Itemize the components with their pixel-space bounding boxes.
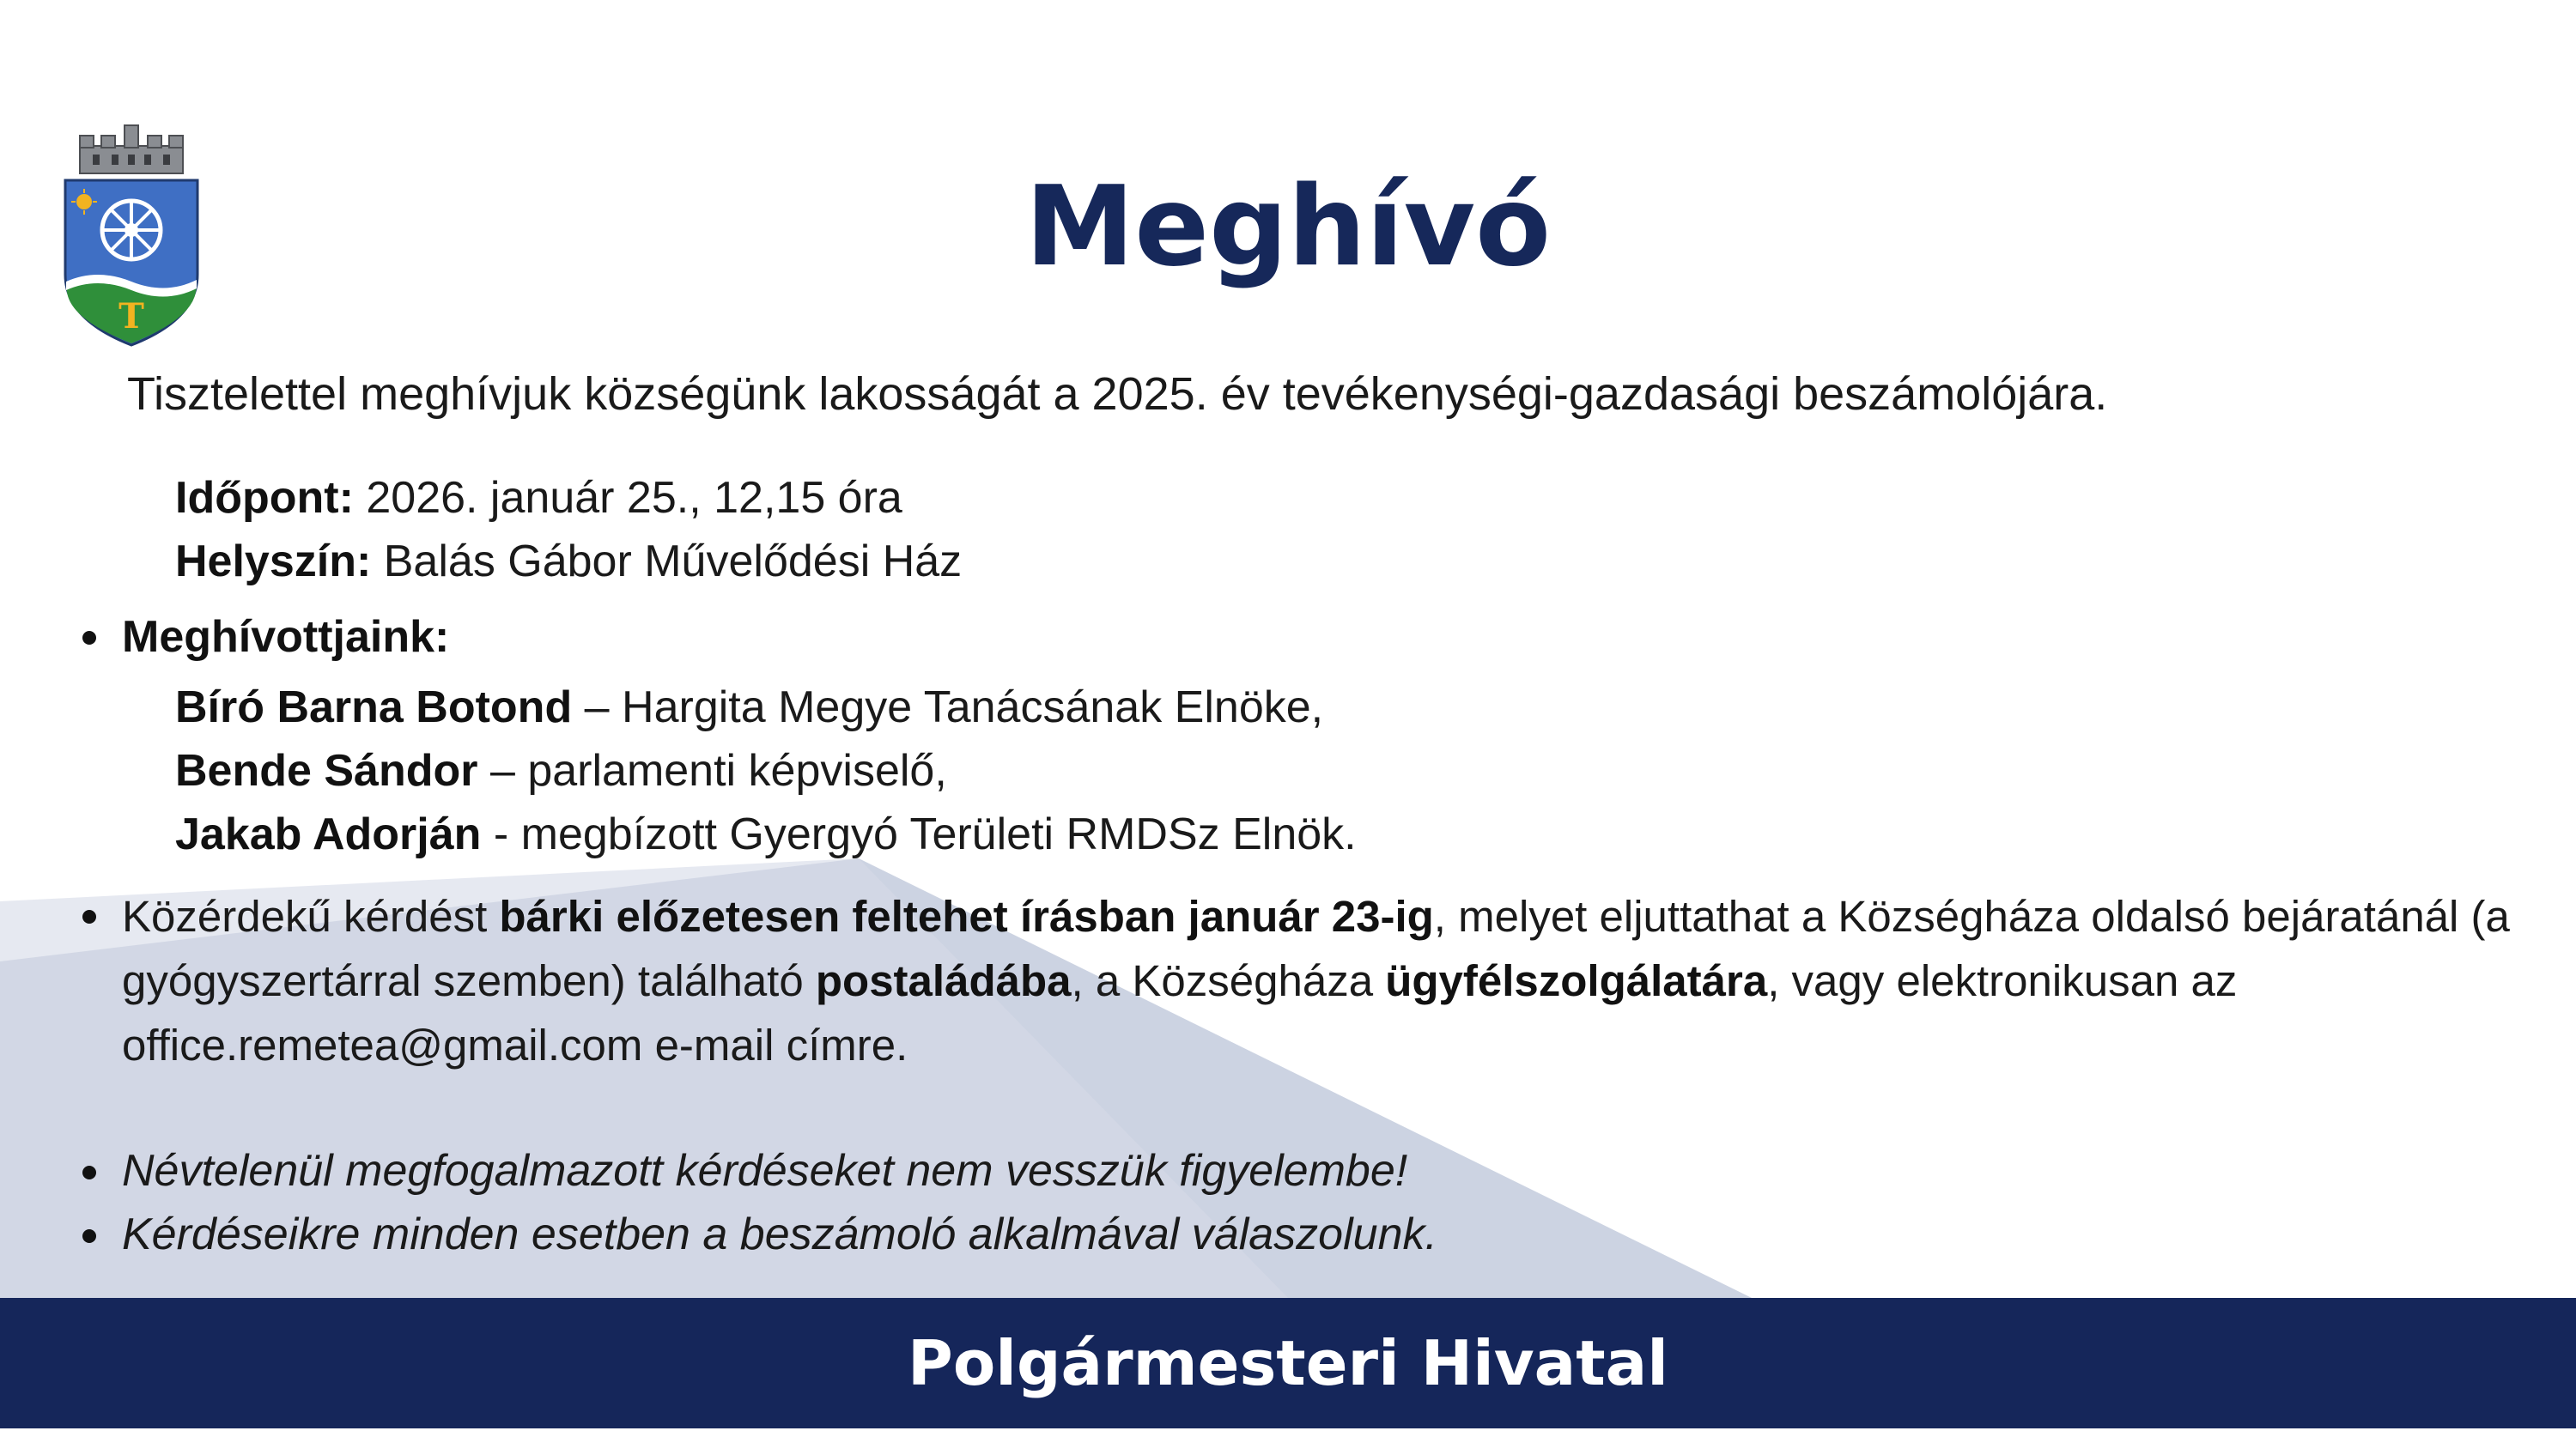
event-place-label: Helyszín: bbox=[175, 537, 372, 586]
event-time bbox=[175, 472, 902, 524]
guest-item bbox=[175, 682, 1323, 733]
event-place bbox=[175, 536, 962, 587]
bullet-guests bbox=[82, 631, 96, 645]
guest-role: – parlamenti képviselő, bbox=[477, 746, 947, 796]
footer-title: Polgármesteri Hivatal bbox=[908, 1327, 1668, 1399]
event-time-value: 2026. január 25., 12,15 óra bbox=[353, 473, 902, 523]
questions-paragraph: Közérdekű kérdést bárki előzetesen feltehet írásban január 23-ig, melyet eljuttathat a Községháza oldalsó bejáratánál (a gyógyszertárral szemben) található postaládába, a Községháza ügyfélszolgálatára, vagy elektronikusan az office.remetea@gmail.com e-mail címre. bbox=[122, 892, 2510, 1070]
note-answers: Kérdéseikre minden esetben a beszámoló alkalmával válaszolunk. bbox=[122, 1210, 1437, 1259]
svg-text:T: T bbox=[118, 296, 144, 336]
footer-banner bbox=[0, 1298, 2576, 1428]
event-time-label: Időpont: bbox=[175, 473, 354, 523]
note-anonymous: Névtelenül megfogalmazott kérdéseket nem vesszük figyelembe! bbox=[122, 1146, 1408, 1196]
bullet-questions bbox=[82, 910, 96, 924]
footer-strip bbox=[0, 1428, 2576, 1449]
page-title: Meghívó bbox=[1024, 163, 1552, 291]
intro-text: Tisztelettel meghívjuk községünk lakosságát a 2025. év tevékenységi-gazdasági beszámolójára. bbox=[127, 368, 2108, 420]
guest-name: Bende Sándor bbox=[175, 746, 478, 796]
guest-item bbox=[175, 809, 1357, 860]
guest-item bbox=[175, 745, 947, 797]
bullet-note bbox=[82, 1229, 96, 1243]
guests-heading: Meghívottjaink: bbox=[122, 612, 450, 662]
guest-role: – Hargita Megye Tanácsának Elnöke, bbox=[572, 682, 1324, 732]
guest-name: Bíró Barna Botond bbox=[175, 682, 573, 732]
event-place-value: Balás Gábor Művelődési Ház bbox=[371, 537, 963, 586]
bullet-note bbox=[82, 1166, 96, 1179]
guest-role: - megbízott Gyergyó Területi RMDSz Elnök. bbox=[481, 809, 1357, 859]
guest-name: Jakab Adorján bbox=[175, 809, 482, 859]
